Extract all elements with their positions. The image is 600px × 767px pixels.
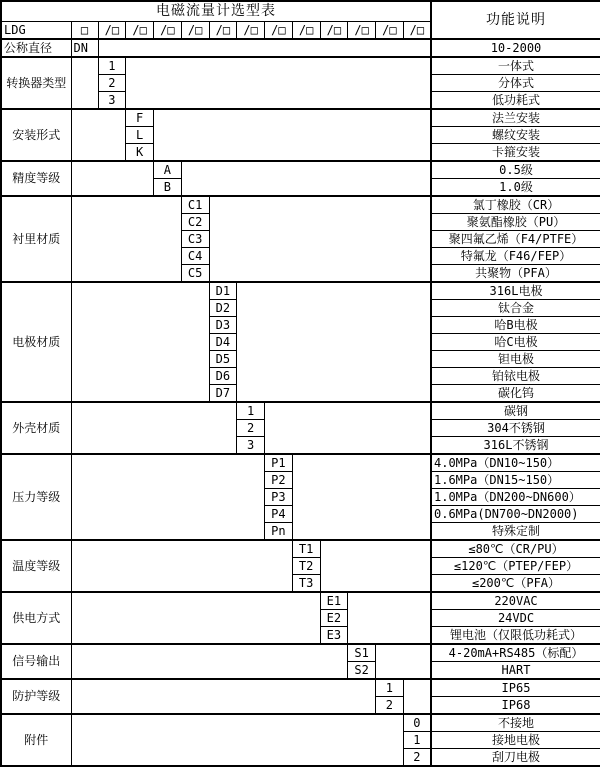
option-code: 1 bbox=[98, 57, 126, 75]
spacer-right bbox=[292, 454, 431, 540]
group-label: 压力等级 bbox=[1, 454, 71, 540]
option-code: C3 bbox=[181, 231, 209, 248]
option-code: 1 bbox=[403, 732, 431, 749]
group-label: 外壳材质 bbox=[1, 402, 71, 454]
option-desc: 接地电极 bbox=[431, 732, 600, 749]
page-title: 电磁流量计选型表 bbox=[1, 1, 431, 22]
option-code: K bbox=[126, 144, 154, 162]
option-row bbox=[1, 109, 600, 127]
option-desc: 哈B电极 bbox=[431, 317, 600, 334]
option-code: E1 bbox=[320, 592, 348, 610]
spacer-right bbox=[348, 592, 431, 644]
spacer-left bbox=[71, 540, 292, 592]
spacer-cell bbox=[98, 39, 431, 57]
option-desc: 分体式 bbox=[431, 75, 600, 92]
option-row bbox=[1, 282, 600, 300]
option-row bbox=[1, 161, 600, 179]
option-desc: 聚四氟乙烯（F4/PTFE） bbox=[431, 231, 600, 248]
option-code: D5 bbox=[209, 351, 237, 368]
option-code: S1 bbox=[348, 644, 376, 662]
option-desc: 0.5级 bbox=[431, 161, 600, 179]
option-desc: 1.6MPa（DN15~150） bbox=[431, 472, 600, 489]
option-desc: 特殊定制 bbox=[431, 523, 600, 541]
option-code: T2 bbox=[292, 558, 320, 575]
option-code: D1 bbox=[209, 282, 237, 300]
selection-table-body bbox=[1, 1, 600, 766]
option-desc: 共聚物（PFA） bbox=[431, 265, 600, 283]
spacer-right bbox=[265, 402, 432, 454]
option-code: D4 bbox=[209, 334, 237, 351]
option-desc: 锂电池（仅限低功耗式） bbox=[431, 627, 600, 645]
option-desc: 4-20mA+RS485（标配） bbox=[431, 644, 600, 662]
option-desc: 特氟龙（F46/FEP） bbox=[431, 248, 600, 265]
option-desc: 钛合金 bbox=[431, 300, 600, 317]
option-desc: 哈C电极 bbox=[431, 334, 600, 351]
option-desc: 钽电极 bbox=[431, 351, 600, 368]
group-label: 温度等级 bbox=[1, 540, 71, 592]
group-label: 信号输出 bbox=[1, 644, 71, 679]
option-code: D7 bbox=[209, 385, 237, 403]
function-column-header: 功能说明 bbox=[431, 1, 600, 39]
model-slot-5: /□ bbox=[209, 22, 237, 40]
model-slot-12: /□ bbox=[403, 22, 431, 40]
spacer-right bbox=[320, 540, 431, 592]
option-desc: 一体式 bbox=[431, 57, 600, 75]
group-label: 安装形式 bbox=[1, 109, 71, 161]
model-slot-2: /□ bbox=[126, 22, 154, 40]
title-row bbox=[1, 1, 600, 22]
spacer-right bbox=[376, 644, 432, 679]
model-slot-7: /□ bbox=[265, 22, 293, 40]
option-desc: 0.6MPa(DN700~DN2000) bbox=[431, 506, 600, 523]
option-desc: ≤200℃（PFA） bbox=[431, 575, 600, 593]
option-desc: 氯丁橡胶（CR） bbox=[431, 196, 600, 214]
option-desc: ≤120℃（PTEP/FEP） bbox=[431, 558, 600, 575]
option-code: 2 bbox=[403, 749, 431, 767]
option-code: 3 bbox=[98, 92, 126, 110]
model-slot-1: /□ bbox=[98, 22, 126, 40]
option-row bbox=[1, 644, 600, 662]
spacer-left bbox=[71, 282, 209, 402]
option-desc: ≤80℃（CR/PU） bbox=[431, 540, 600, 558]
spacer-right bbox=[181, 161, 431, 196]
diameter-desc: 10-2000 bbox=[431, 39, 600, 57]
model-slot-3: /□ bbox=[154, 22, 182, 40]
option-desc: 法兰安装 bbox=[431, 109, 600, 127]
option-code: A bbox=[154, 161, 182, 179]
option-code: D2 bbox=[209, 300, 237, 317]
option-code: P3 bbox=[265, 489, 293, 506]
diameter-row bbox=[1, 39, 600, 57]
option-desc: IP65 bbox=[431, 679, 600, 697]
option-code: S2 bbox=[348, 662, 376, 680]
option-desc: IP68 bbox=[431, 697, 600, 715]
diameter-code: DN bbox=[71, 39, 98, 57]
option-desc: 碳钢 bbox=[431, 402, 600, 420]
model-slot-11: /□ bbox=[376, 22, 404, 40]
option-code: 2 bbox=[237, 420, 265, 437]
spacer-right bbox=[209, 196, 431, 282]
option-code: F bbox=[126, 109, 154, 127]
group-label: 衬里材质 bbox=[1, 196, 71, 282]
option-desc: 1.0MPa（DN200~DN600） bbox=[431, 489, 600, 506]
option-desc: 316L电极 bbox=[431, 282, 600, 300]
option-code: 3 bbox=[237, 437, 265, 455]
option-row bbox=[1, 196, 600, 214]
group-label: 转换器类型 bbox=[1, 57, 71, 109]
option-code: T1 bbox=[292, 540, 320, 558]
spacer-left bbox=[71, 714, 403, 766]
option-code: C4 bbox=[181, 248, 209, 265]
option-desc: 4.0MPa（DN10~150） bbox=[431, 454, 600, 472]
spacer-left bbox=[71, 57, 98, 109]
option-code: Pn bbox=[265, 523, 293, 541]
group-label: 防护等级 bbox=[1, 679, 71, 714]
group-label: 精度等级 bbox=[1, 161, 71, 196]
option-code: C2 bbox=[181, 214, 209, 231]
option-desc: 螺纹安装 bbox=[431, 127, 600, 144]
option-code: 1 bbox=[237, 402, 265, 420]
option-desc: 卡箍安装 bbox=[431, 144, 600, 162]
model-slot-4: /□ bbox=[181, 22, 209, 40]
option-row bbox=[1, 57, 600, 75]
option-desc: 低功耗式 bbox=[431, 92, 600, 110]
model-slot-6: /□ bbox=[237, 22, 265, 40]
group-label: 附件 bbox=[1, 714, 71, 766]
option-row bbox=[1, 592, 600, 610]
spacer-right bbox=[237, 282, 431, 402]
model-slot-10: /□ bbox=[348, 22, 376, 40]
model-slot-9: /□ bbox=[320, 22, 348, 40]
spacer-right bbox=[154, 109, 432, 161]
option-desc: HART bbox=[431, 662, 600, 680]
option-code: 2 bbox=[98, 75, 126, 92]
option-row bbox=[1, 402, 600, 420]
option-code: C1 bbox=[181, 196, 209, 214]
option-row bbox=[1, 714, 600, 732]
spacer-left bbox=[71, 679, 376, 714]
option-code: L bbox=[126, 127, 154, 144]
group-label: 供电方式 bbox=[1, 592, 71, 644]
option-row bbox=[1, 540, 600, 558]
option-code: 2 bbox=[376, 697, 404, 715]
option-desc: 220VAC bbox=[431, 592, 600, 610]
spacer-left bbox=[71, 454, 265, 540]
option-desc: 316L不锈钢 bbox=[431, 437, 600, 455]
model-slot-8: /□ bbox=[292, 22, 320, 40]
option-code: P4 bbox=[265, 506, 293, 523]
option-code: E3 bbox=[320, 627, 348, 645]
option-desc: 1.0级 bbox=[431, 179, 600, 197]
option-code: 0 bbox=[403, 714, 431, 732]
option-code: P1 bbox=[265, 454, 293, 472]
spacer-right bbox=[403, 679, 431, 714]
option-code: T3 bbox=[292, 575, 320, 593]
spacer-right bbox=[126, 57, 431, 109]
model-box-placeholder: □ bbox=[71, 22, 98, 40]
spacer-left bbox=[71, 644, 348, 679]
spacer-left bbox=[71, 196, 181, 282]
option-code: C5 bbox=[181, 265, 209, 283]
option-code: B bbox=[154, 179, 182, 197]
group-label: 电极材质 bbox=[1, 282, 71, 402]
option-desc: 24VDC bbox=[431, 610, 600, 627]
option-row bbox=[1, 679, 600, 697]
spacer-left bbox=[71, 161, 154, 196]
diameter-label: 公称直径 bbox=[1, 39, 71, 57]
option-desc: 碳化钨 bbox=[431, 385, 600, 403]
option-desc: 铂铱电极 bbox=[431, 368, 600, 385]
model-prefix: LDG bbox=[1, 22, 71, 40]
option-desc: 不接地 bbox=[431, 714, 600, 732]
option-code: D6 bbox=[209, 368, 237, 385]
spacer-left bbox=[71, 109, 126, 161]
spacer-left bbox=[71, 592, 320, 644]
option-desc: 304不锈钢 bbox=[431, 420, 600, 437]
option-desc: 刮刀电极 bbox=[431, 749, 600, 767]
option-row bbox=[1, 454, 600, 472]
option-code: 1 bbox=[376, 679, 404, 697]
option-desc: 聚氨酯橡胶（PU） bbox=[431, 214, 600, 231]
option-code: E2 bbox=[320, 610, 348, 627]
option-code: D3 bbox=[209, 317, 237, 334]
spacer-left bbox=[71, 402, 237, 454]
option-code: P2 bbox=[265, 472, 293, 489]
